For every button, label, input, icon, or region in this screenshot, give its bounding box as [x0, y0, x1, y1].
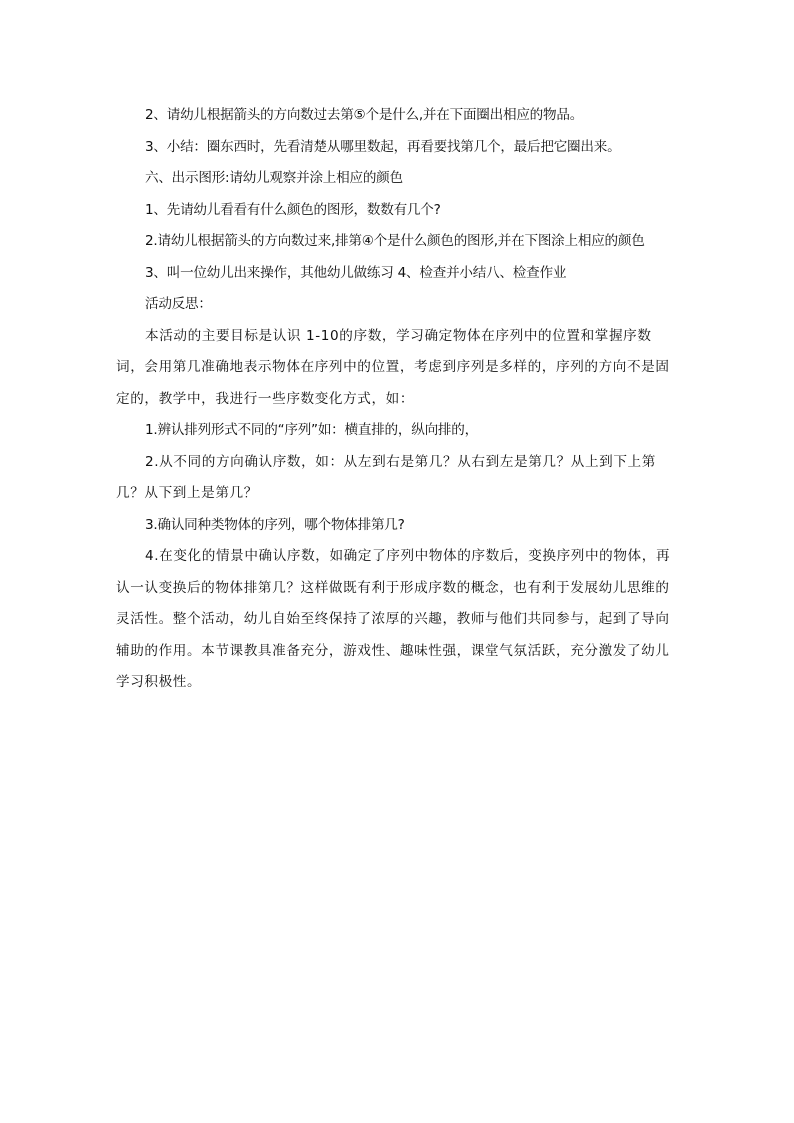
reflection-item-2: 2.从不同的方向确认序数，如：从左到右是第几？从右到左是第几？从上到下上第几？从下到上是第几？ [116, 453, 656, 501]
paragraph-reflection-intro: 本活动的主要目标是认识 1-10的序数，学习确定物体在序列中的位置和掌握序数词，会用第几准确地表示物体在序列中的位置，考虑到序列是多样的，序列的方向不是固定的，教学中，我进行一些序数变化方式，如： [116, 327, 670, 407]
heading-activity-reflection: 活动反思： [145, 296, 212, 312]
paragraph-count-shapes: 1、先请幼儿看看有什么颜色的图形，数数有几个? [145, 201, 441, 218]
reflection-item-3: 3.确认同种类物体的序列，哪个物体排第几? [145, 516, 405, 533]
document-body [116, 100, 679, 699]
paragraph-practice-and-check: 3、叫一位幼儿出来操作，其他幼儿做练习 4、检查并小结八、检查作业 [145, 264, 567, 281]
section-heading-shapes: 六、出示图形:请幼儿观察并涂上相应的颜色 [145, 170, 403, 186]
paragraph-summary: 3、小结：圈东西时，先看清楚从哪里数起，再看要找第几个，最后把它圈出来。 [145, 138, 621, 155]
reflection-item-1: 1.辨认排列形式不同的“序列”如：横直排的，纵向排的， [145, 422, 478, 438]
paragraph-circle-fifth-item: 2、请幼儿根据箭头的方向数过去第⑤个是什么,并在下面圈出相应的物品。 [145, 107, 584, 123]
reflection-item-4: 4.在变化的情景中确认序数，如确定了序列中物体的序数后，变换序列中的物体，再认一认变换后的物体排第几？这样做既有利于形成序数的概念，也有利于发展幼儿思维的灵活性。整个活动，幼儿自始至终保持了浓厚的兴趣，教师与他们共同参与，起到了导向辅助的作用。本节课教具准备充分，游戏性、趣味性强，课堂气氛活跃，充分激发了幼儿学习积极性。 [116, 548, 671, 690]
paragraph-color-fourth-shape: 2.请幼儿根据箭头的方向数过来,排第④个是什么颜色的图形,并在下图涂上相应的颜色 [145, 233, 645, 249]
